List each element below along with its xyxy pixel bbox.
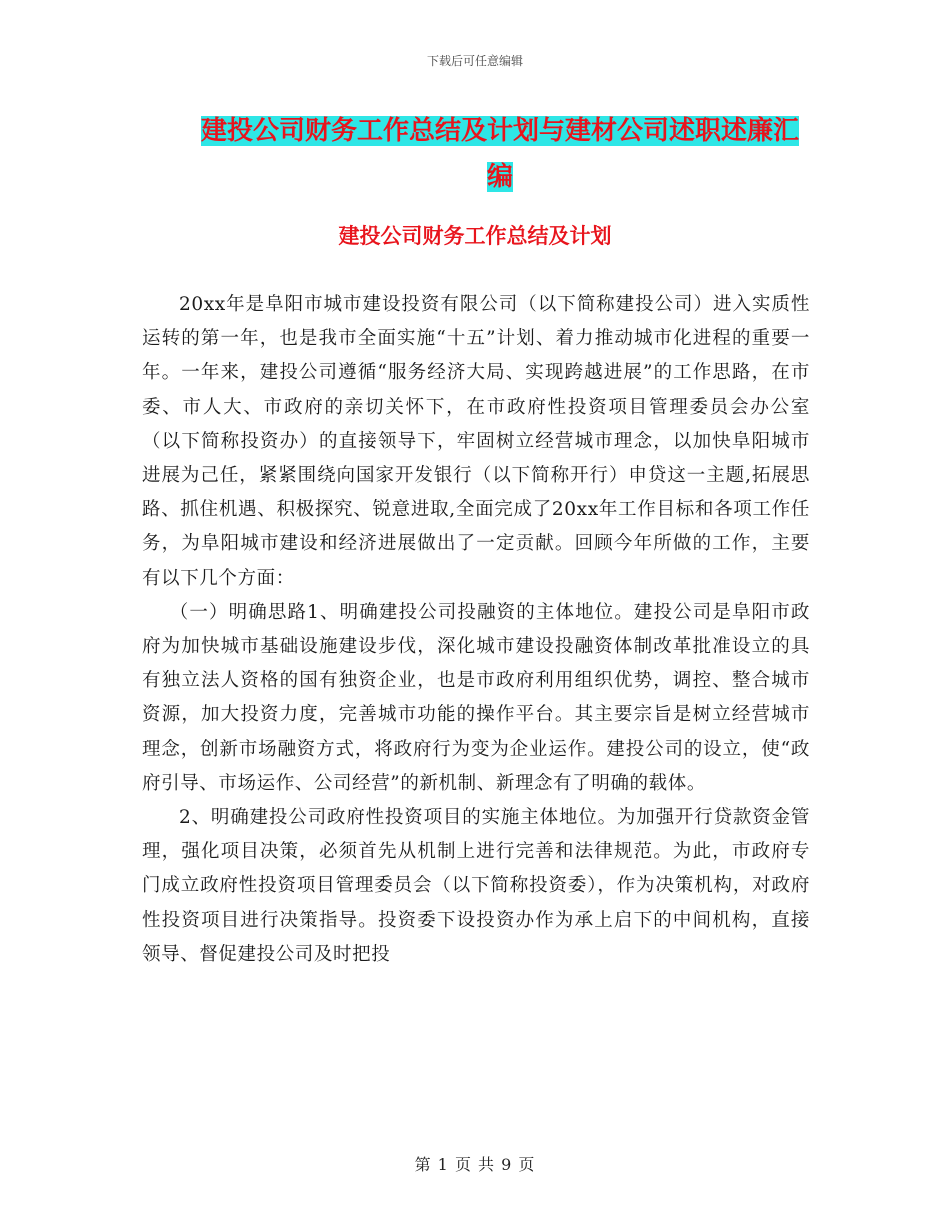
document-body — [142, 288, 810, 972]
paragraph-intro: 20xx年是阜阳市城市建设投资有限公司（以下简称建投公司）进入实质性运转的第一年，也是我市全面实施“十五”计划、着力推动城市化进程的重要一年。一年来，建投公司遵循“服务经济大局、实现跨越进展”的工作思路，在市委、市人大、市政府的亲切关怀下，在市政府性投资项目管理委员会办公室（以下简称投资办）的直接领导下，牢固树立经营城市理念，以加快阜阳城市进展为己任，紧紧围绕向国家开发银行（以下简称开行）申贷这一主题,拓展思路、抓住机遇、积极探究、锐意进取,全面完成了20xx年工作目标和各项工作任务，为阜阳城市建设和经济进展做出了一定贡献。回顾今年所做的工作，主要有以下几个方面： — [142, 294, 810, 589]
page-footer: 第 1 页 共 9 页 — [414, 1155, 536, 1174]
paragraph-clear-ideas: （一）明确思路1、明确建投公司投融资的主体地位。建投公司是阜阳市政府为加快城市基础设施建设步伐，深化城市建设投融资体制改革批准设立的具有独立法人资格的国有独资企业，也是市政府利用组织优势，调控、整合城市资源，加大投资力度，完善城市功能的操作平台。其主要宗旨是树立经营城市理念，创新市场融资方式，将政府行为变为企业运作。建投公司的设立，使“政府引导、市场运作、公司经营”的新机制、新理念有了明确的载体。 — [142, 601, 810, 794]
header-note: 下载后可任意编辑 — [426, 54, 523, 68]
document-title — [190, 108, 810, 200]
section-title: 建投公司财务工作总结及计划 — [338, 224, 612, 248]
paragraph-implementation-role: 2、明确建投公司政府性投资项目的实施主体地位。为加强开行贷款资金管理，强化项目决策，必须首先从机制上进行完善和法律规范。为此，市政府专门成立政府性投资项目管理委员会（以下简称投资委），作为决策机构，对政府性投资项目进行决策指导。投资委下设投资办作为承上启下的中间机构，直接领导、督促建投公司及时把投 — [142, 807, 810, 965]
document-title-text: 建投公司财务工作总结及计划与建材公司述职述廉汇编 — [200, 116, 799, 192]
